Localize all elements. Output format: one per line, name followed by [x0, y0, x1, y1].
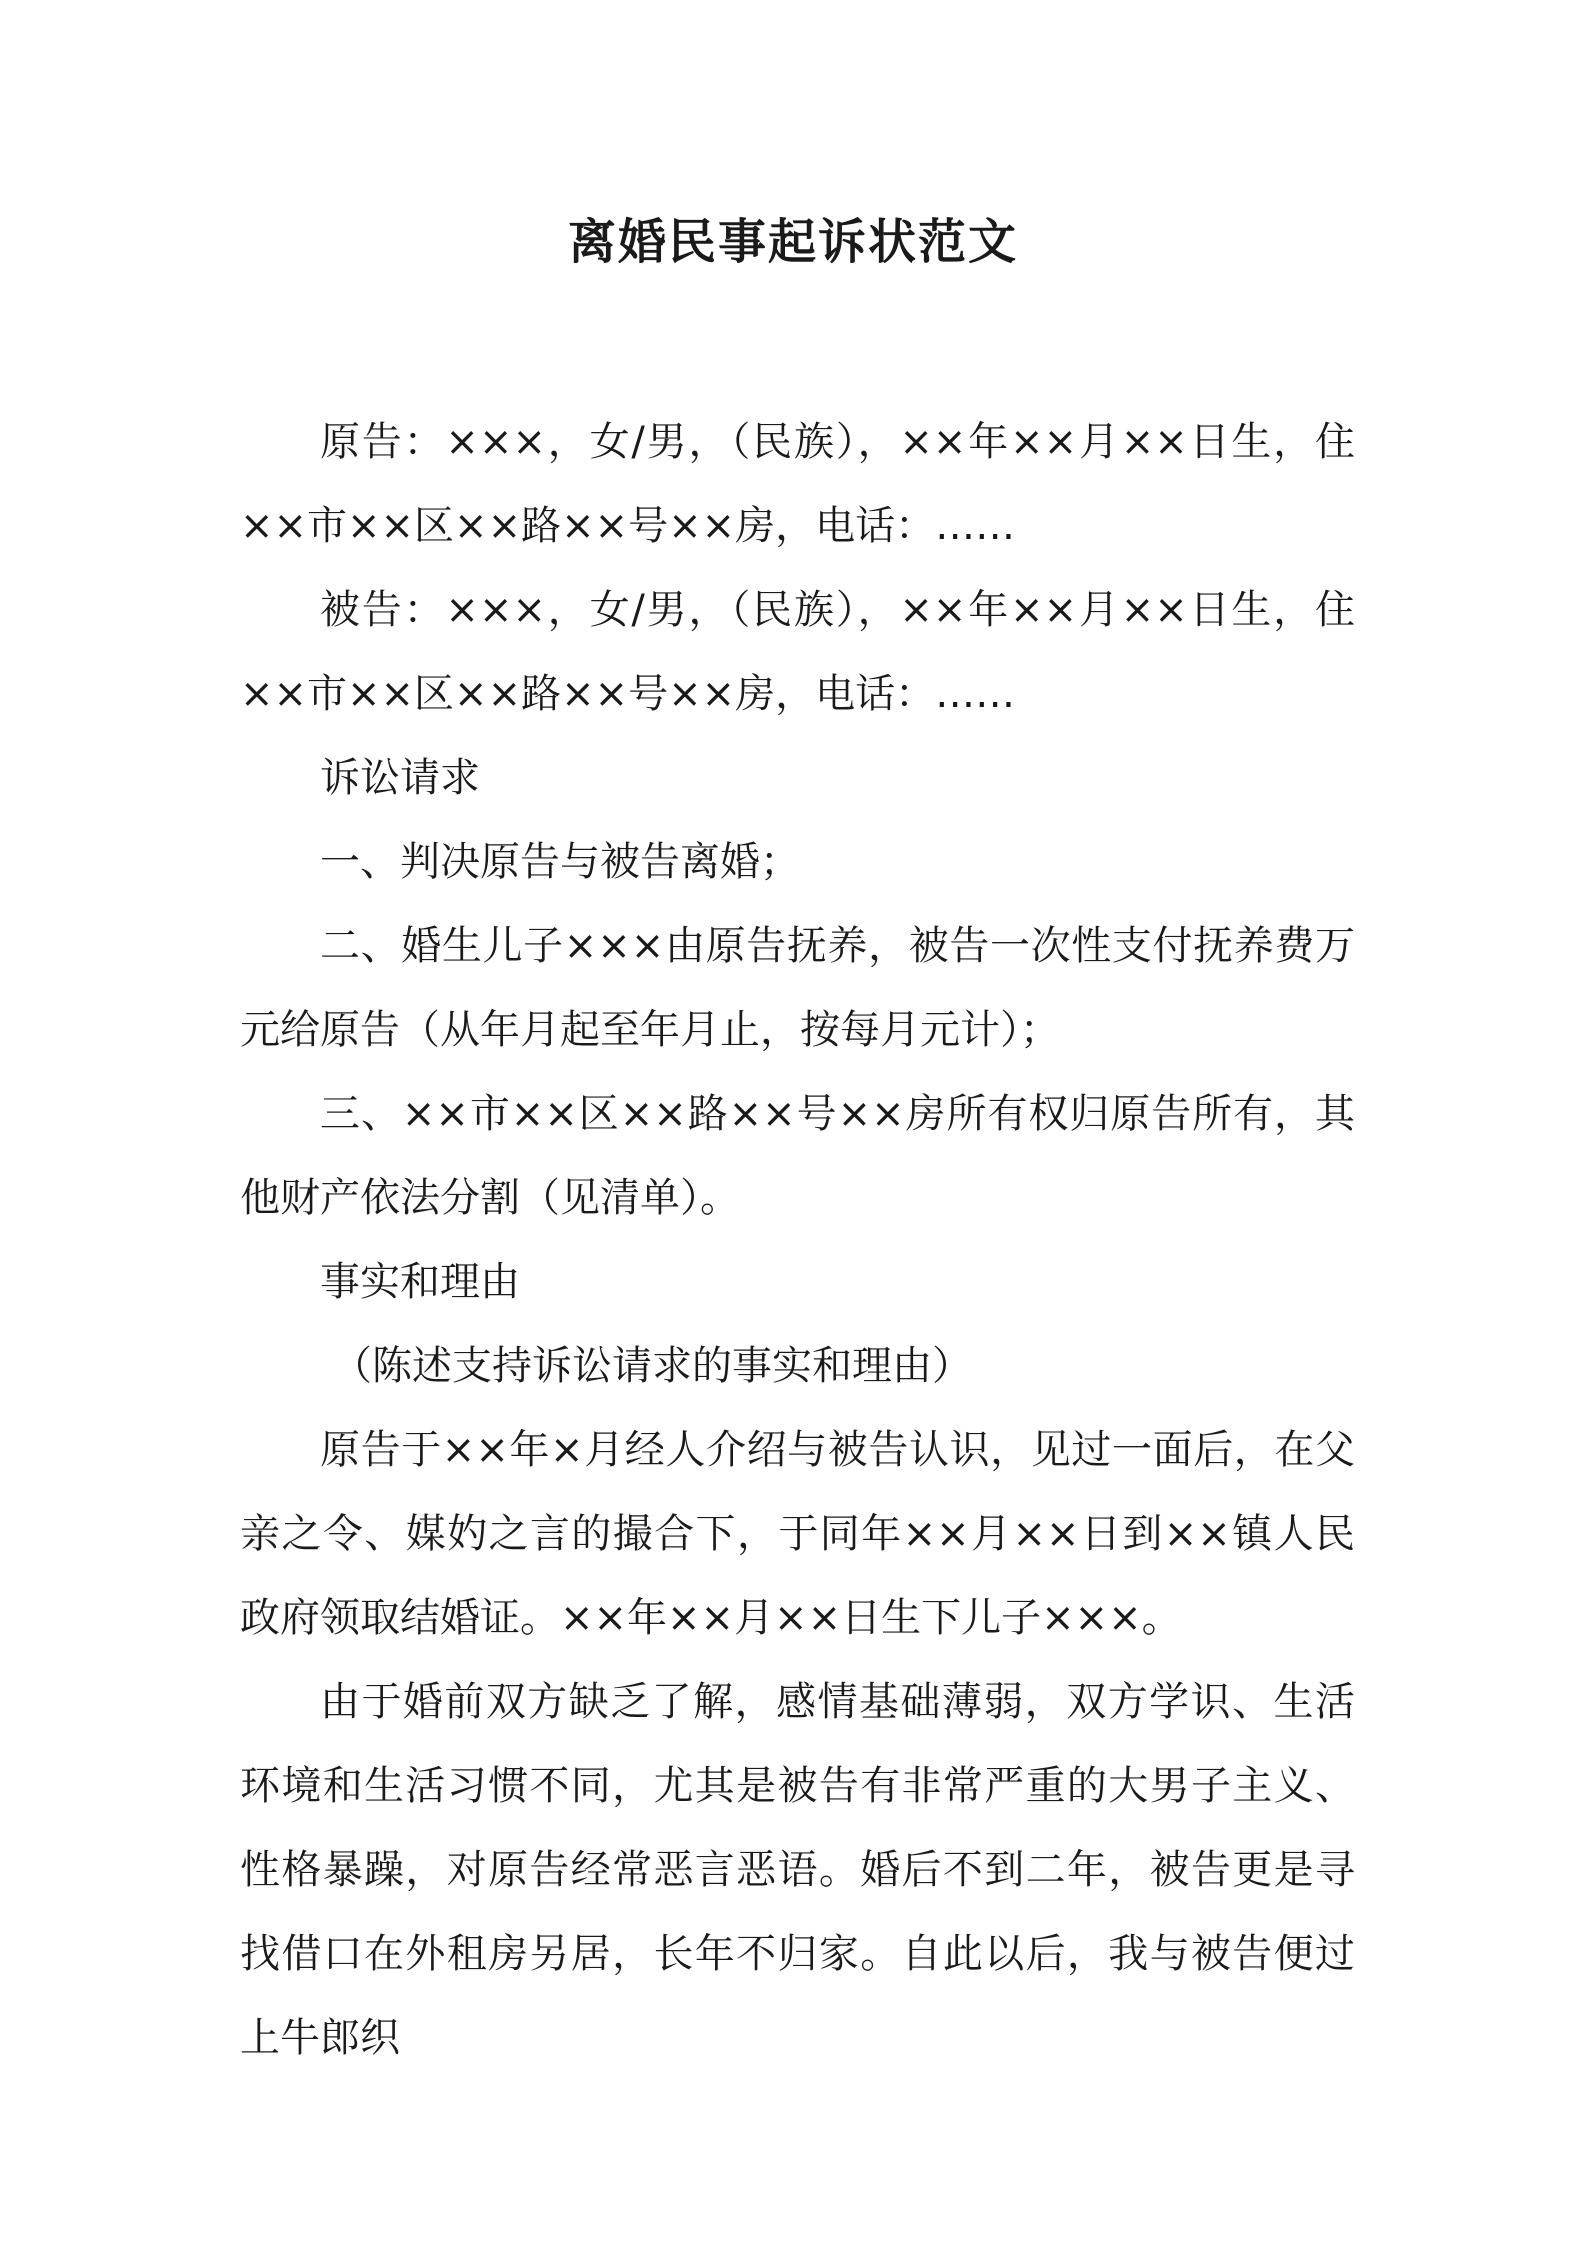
facts-paragraph-2: 由于婚前双方缺乏了解，感情基础薄弱，双方学识、生活环境和生活习惯不同，尤其是被告有非常严重的大男子主义、性格暴躁，对原告经常恶言恶语。婚后不到二年，被告更是寻找借口在外租房另居，长年不归家。自此以后，我与被告便过上牛郎织 [240, 1679, 1355, 2061]
facts-note: （陈述支持诉讼请求的事实和理由） [332, 1343, 972, 1389]
document-title: 离婚民事起诉状范文 [567, 214, 1018, 270]
defendant-paragraph: 被告：×××，女/男，（民族），××年××月××日生，住××市××区××路××号××房，电话：…… [240, 587, 1355, 717]
facts-paragraph-1: 原告于××年×月经人介绍与被告认识，见过一面后，在父亲之令、媒妁之言的撮合下，于同年××月××日到××镇人民政府领取结婚证。××年××月××日生下儿子×××。 [240, 1427, 1355, 1641]
claim-item-2: 二、婚生儿子×××由原告抚养，被告一次性支付抚养费万元给原告（从年月起至年月止，按每月元计）； [240, 923, 1355, 1053]
facts-heading: 事实和理由 [320, 1259, 520, 1305]
claim-item-3: 三、××市××区××路××号××房所有权归原告所有，其他财产依法分割（见清单）。 [240, 1091, 1355, 1221]
plaintiff-paragraph: 原告：×××，女/男，（民族），××年××月××日生，住××市××区××路××号××房，电话：…… [240, 419, 1355, 549]
claim-item-1: 一、判决原告与被告离婚； [320, 839, 800, 885]
claims-heading: 诉讼请求 [320, 755, 480, 801]
document-body [240, 400, 1355, 2080]
